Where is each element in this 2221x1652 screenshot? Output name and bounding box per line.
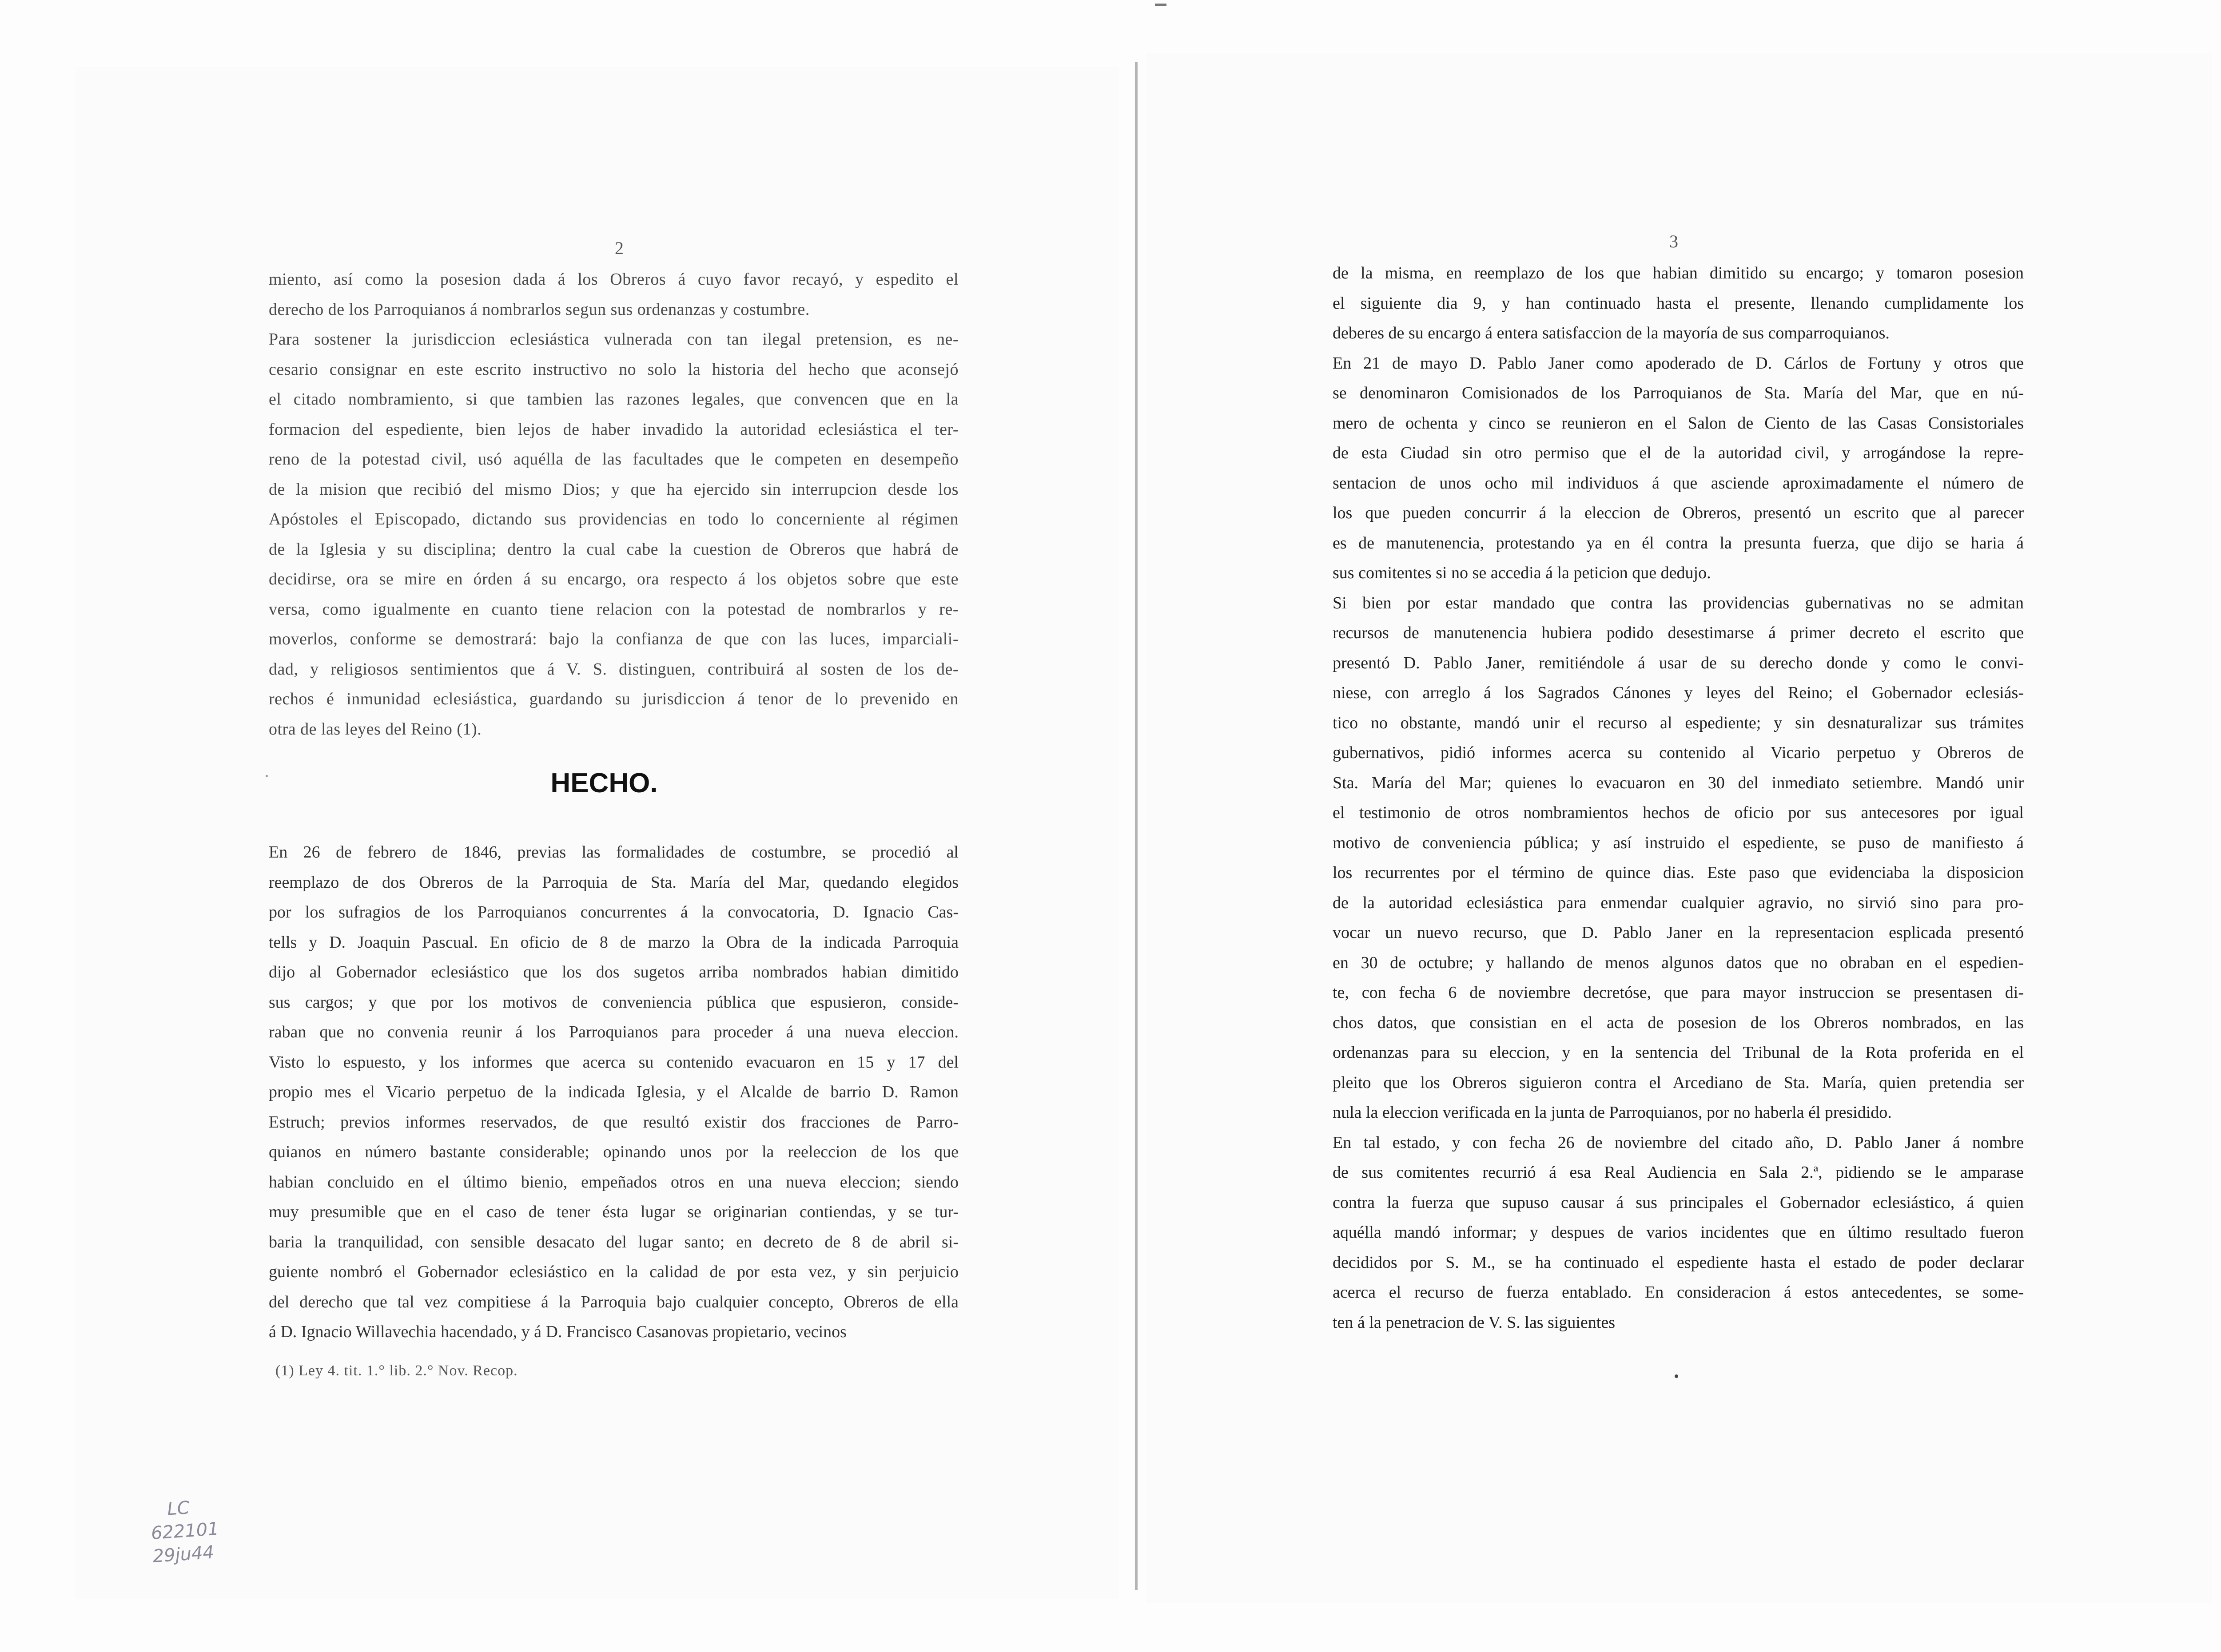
text-line: ordenanzas para su eleccion, y en la sentencia del Tribunal de la Rota proferida en el xyxy=(1333,1043,2024,1062)
text-line: de sus comitentes recurrió á esa Real Audiencia en Sala 2.ª, pidiendo se le amparase xyxy=(1333,1163,2024,1182)
text-line: En 26 de febrero de 1846, previas las formalidades de costumbre, se procedió al xyxy=(269,843,959,862)
text-line: propio mes el Vicario perpetuo de la indicada Iglesia, y el Alcalde de barrio D. Ramon xyxy=(269,1083,959,1101)
text-line: presentó D. Pablo Janer, remitiéndole á usar de su derecho donde y como le convi- xyxy=(1333,653,2024,672)
text-line: sus cargos; y que por los motivos de conveniencia pública que espusieron, conside- xyxy=(269,993,959,1012)
text-line: habian concluido en el último bienio, empeñados otros en una nueva eleccion; siendo xyxy=(269,1172,959,1191)
text-line: miento, así como la posesion dada á los Obreros á cuyo favor recayó, y espedito el xyxy=(269,270,959,289)
text-line: reno de la potestad civil, usó aquélla de las facultades que le competen en desempeño xyxy=(269,450,959,469)
text-line: derecho de los Parroquianos á nombrarlos segun sus ordenanzas y costumbre. xyxy=(269,300,810,319)
text-line: moverlos, conforme se demostrará: bajo la confianza de que con las luces, imparciali- xyxy=(269,630,959,648)
text-line: sentacion de unos ocho mil individuos á que asciende aproximadamente el número de xyxy=(1333,473,2024,492)
text-line: versa, como igualmente en cuanto tiene relacion con la potestad de nombrarlos y re- xyxy=(269,600,959,619)
footnote: (1) Ley 4. tit. 1.° lib. 2.° Nov. Recop. xyxy=(275,1362,518,1379)
text-line: cesario consignar en este escrito instructivo no solo la historia del hecho que aconsejó xyxy=(269,360,959,379)
text-line: dad, y religiosos sentimientos que á V. S. distinguen, contribuirá al sosten de los de- xyxy=(269,659,959,679)
text-line: tico no obstante, mandó unir el recurso al espediente; y sin desnaturalizar sus trámites xyxy=(1333,713,2024,732)
section-heading: HECHO. xyxy=(550,768,658,798)
text-line: de esta Ciudad sin otro permiso que el de la autoridad civil, y arrogándose la repre- xyxy=(1333,444,2024,462)
text-line: de la Iglesia y su disciplina; dentro la cual cabe la cuestion de Obreros que habrá de xyxy=(269,540,959,559)
text-line: en 30 de octubre; y hallando de menos algunos datos que no obraban en el espedien- xyxy=(1333,953,2024,972)
text-line: pleito que los Obreros siguieron contra el Arcediano de Sta. María, quien pretendia ser xyxy=(1333,1073,2024,1092)
text-line: los que pueden concurrir á la eleccion de Obreros, presentó un escrito que al parecer xyxy=(1333,504,2024,522)
text-line: Apóstoles el Episcopado, dictando sus providencias en todo lo concerniente al régimen xyxy=(269,510,959,528)
text-line: En 21 de mayo D. Pablo Janer como apoderado de D. Cárlos de Fortuny y otros que xyxy=(1333,353,2024,373)
left-paragraph-intro xyxy=(269,265,959,744)
text-line: aquélla mandó informar; y despues de varios incidentes que en último resultado fueron xyxy=(1333,1223,2024,1242)
text-line: vocar un nuevo recurso, que D. Pablo Janer en la representacion esplicada presentó xyxy=(1333,923,2024,942)
handwritten-line: 622101 xyxy=(150,1518,220,1544)
page-number-right: 3 xyxy=(1669,231,1678,251)
text-line: raban que no convenia reunir á los Parroquianos para proceder á una nueva eleccion. xyxy=(269,1023,959,1041)
text-line: gubernativos, pidió informes acerca su contenido al Vicario perpetuo y Obreros de xyxy=(1333,743,2024,762)
left-paragraph-hecho xyxy=(269,838,959,1347)
right-body-text xyxy=(1333,258,2024,1338)
text-line: acerca el recurso de fuerza entablado. En consideracion á estos antecedentes, se some- xyxy=(1333,1283,2024,1302)
text-line: rechos é inmunidad eclesiástica, guardando su jurisdiccion á tenor de lo prevenido en xyxy=(269,690,959,708)
text-line: mero de ochenta y cinco se reunieron en el Salon de Ciento de las Casas Consistoriales xyxy=(1333,413,2024,433)
text-line: En tal estado, y con fecha 26 de noviembre del citado año, D. Pablo Janer á nombre xyxy=(1333,1133,2024,1152)
text-line: se denominaron Comisionados de los Parroquianos de Sta. María del Mar, que en nú- xyxy=(1333,384,2024,402)
text-line: el siguiente dia 9, y han continuado hasta el presente, llenando cumplidamente los xyxy=(1333,294,2024,313)
text-line: reemplazo de dos Obreros de la Parroquia de Sta. María del Mar, quedando elegidos xyxy=(269,873,959,892)
text-line: otra de las leyes del Reino (1). xyxy=(269,719,482,739)
text-line: Estruch; previos informes reservados, de que resultó existir dos fracciones de Parro- xyxy=(269,1112,959,1132)
handwritten-line: LC xyxy=(166,1497,191,1520)
ink-dot xyxy=(1675,1374,1678,1378)
text-line: te, con fecha 6 de noviembre decretóse, que para mayor instruccion se presentasen di- xyxy=(1333,983,2024,1002)
text-line: del derecho que tal vez compitiese á la Parroquia bajo cualquier concepto, Obreros de ella xyxy=(269,1292,959,1311)
text-line: guiente nombró el Gobernador eclesiástico en la calidad de por esta vez, y sin perjuicio xyxy=(269,1263,959,1281)
text-line: decididos por S. M., se ha continuado el espediente hasta el estado de poder declarar xyxy=(1333,1253,2024,1272)
ink-dot xyxy=(266,775,268,777)
text-line: sus comitentes si no se accedia á la peticion que dedujo. xyxy=(1333,564,1711,582)
text-line: por los sufragios de los Parroquianos concurrentes á la convocatoria, D. Ignacio Cas- xyxy=(269,903,959,921)
text-line: nula la eleccion verificada en la junta de Parroquianos, por no haberla él presidido. xyxy=(1333,1103,1892,1122)
page-number-left: 2 xyxy=(615,238,624,258)
text-line: de la misma, en reemplazo de los que habian dimitido su encargo; y tomaron posesion xyxy=(1333,264,2024,282)
text-line: recursos de manutenencia hubiera podido desestimarse á primer decreto el escrito que xyxy=(1333,623,2024,642)
text-line: muy presumible que en el caso de tener ésta lugar se originarian contiendas, y se tur- xyxy=(269,1203,959,1221)
text-line: niese, con arreglo á los Sagrados Cánones y leyes del Reino; el Gobernador eclesiás- xyxy=(1333,683,2024,702)
text-line: motivo de conveniencia pública; y así instruido el espediente, se puso de manifiesto á xyxy=(1333,833,2024,852)
text-line: Visto lo espuesto, y los informes que acerca su contenido evacuaron en 15 y 17 del xyxy=(269,1052,959,1072)
text-line: los recurrentes por el término de quince dias. Este paso que evidenciaba la disposicion xyxy=(1333,863,2024,882)
gutter-shadow xyxy=(1135,62,1138,1590)
text-line: Si bien por estar mandado que contra las providencias gubernativas no se admitan xyxy=(1333,593,2024,612)
text-line: á D. Ignacio Willavechia hacendado, y á D. Francisco Casanovas propietario, vecinos xyxy=(269,1322,847,1341)
text-line: de la autoridad eclesiástica para enmendar cualquier agravio, no sirvió sino para pro- xyxy=(1333,893,2024,912)
text-line: baria la tranquilidad, con sensible desacato del lugar santo; en decreto de 8 de abril si- xyxy=(269,1232,959,1251)
handwritten-note xyxy=(149,1494,221,1568)
text-line: quianos en número bastante considerable; opinando unos por la reeleccion de los que xyxy=(269,1143,959,1161)
text-line: decidirse, ora se mire en órden á su encargo, ora respecto á los objetos sobre que este xyxy=(269,570,959,588)
text-line: Sta. María del Mar; quienes lo evacuaron en 30 del inmediato setiembre. Mandó unir xyxy=(1333,773,2024,792)
text-line: tells y D. Joaquin Pascual. En oficio de 8 de marzo la Obra de la indicada Parroquia xyxy=(269,933,959,952)
text-line: chos datos, que consistian en el acta de posesion de los Obreros nombrados, en las xyxy=(1333,1013,2024,1032)
handwritten-line: 29ju44 xyxy=(152,1542,215,1567)
text-line: el citado nombramiento, si que tambien las razones legales, que convencen que en la xyxy=(269,390,959,409)
text-line: el testimonio de otros nombramientos hechos de oficio por sus antecesores por igual xyxy=(1333,803,2024,822)
text-line: formacion del espediente, bien lejos de haber invadido la autoridad eclesiástica el ter- xyxy=(269,420,959,439)
text-line: ten á la penetracion de V. S. las siguientes xyxy=(1333,1313,1615,1332)
text-line: deberes de su encargo á entera satisfaccion de la mayoría de sus comparroquianos. xyxy=(1333,324,1890,342)
top-mark xyxy=(1155,4,1166,6)
text-line: contra la fuerza que supuso causar á sus principales el Gobernador eclesiástico, á quien xyxy=(1333,1193,2024,1212)
text-line: dijo al Gobernador eclesiástico que los dos sugetos arriba nombrados habian dimitido xyxy=(269,963,959,981)
text-line: Para sostener la jurisdiccion eclesiástica vulnerada con tan ilegal pretension, es ne- xyxy=(269,330,959,349)
text-line: de la mision que recibió del mismo Dios; y que ha ejercido sin interrupcion desde los xyxy=(269,480,959,499)
text-line: es de manutenencia, protestando ya en él contra la presunta fuerza, que dijo se haria á xyxy=(1333,533,2024,552)
